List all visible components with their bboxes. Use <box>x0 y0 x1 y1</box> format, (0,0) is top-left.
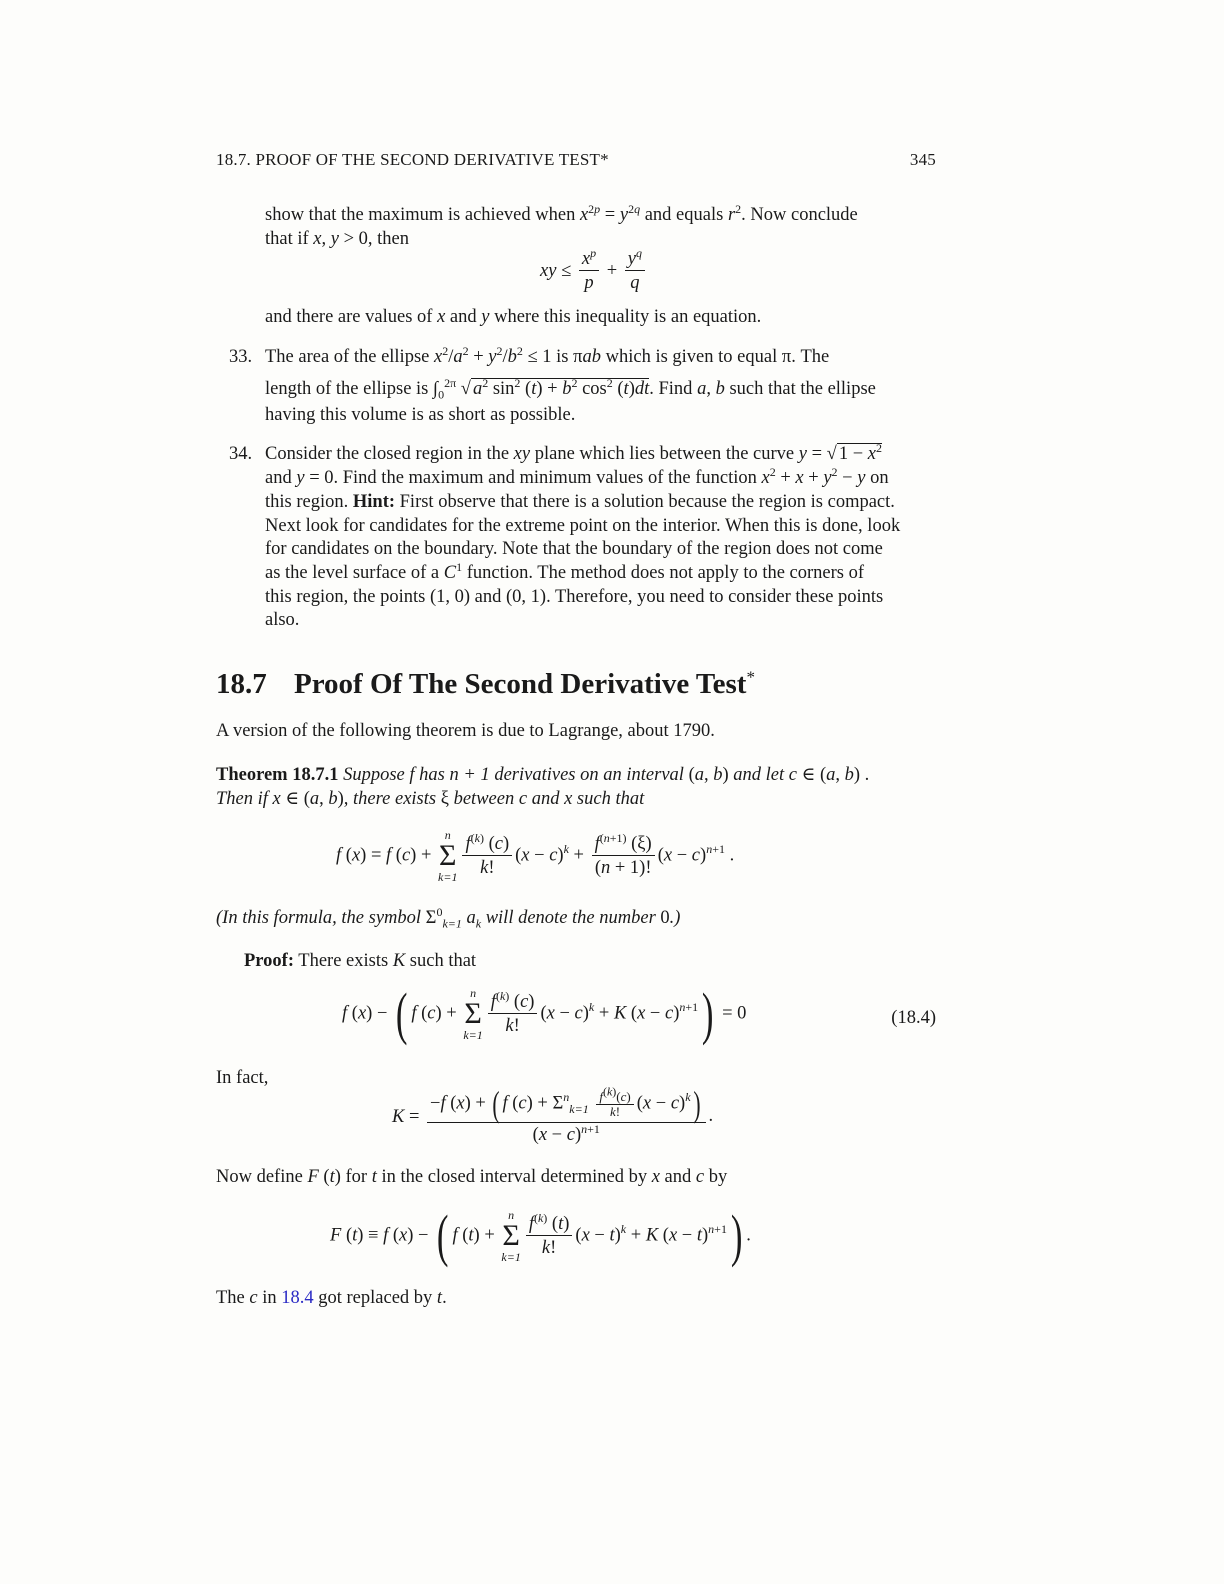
exercise-33-number: 33. <box>229 347 253 367</box>
exercise-34-line-3: this region. Hint: First observe that there is a solution because the region is compact. <box>265 492 895 512</box>
sum-convention-note: (In this formula, the symbol $\Sigma^0_{k=1}$ $a_k$ will denote the number 0.) <box>216 904 681 931</box>
exercise-34-line-5: for candidates on the boundary. Note that the boundary of the region does not come <box>265 539 883 559</box>
running-title: 18.7. PROOF OF THE SECOND DERIVATIVE TEST* <box>216 150 609 169</box>
exercise-33-line-1: The area of the ellipse $x^2/a^2 + y^2/b^2 \le 1$ is πab which is given to equal π. The <box>265 343 830 367</box>
define-line: Now define F (t) for t in the closed interval determined by x and c by <box>216 1167 728 1187</box>
exercise-34-number: 34. <box>229 444 253 464</box>
lagrange-sentence: A version of the following theorem is due to Lagrange, about 1790. <box>216 721 715 741</box>
section-heading: 18.7 Proof Of The Second Derivative Test* <box>216 667 755 700</box>
intro-line-2: that if x, y > 0, then <box>265 229 410 249</box>
exercise-34-line-2: and y = 0. Find the maximum and minimum values of the function $x^2 + x + y^2 - y$ on <box>265 464 889 488</box>
section-title: Proof Of The Second Derivative Test <box>294 668 747 700</box>
equation-reference-link[interactable]: 18.4 <box>281 1288 314 1308</box>
exercise-34-line-1: Consider the closed region in the xy plane which lies between the curve y = √ $1 - x^2$ <box>265 440 882 464</box>
k-formula: K = −f (x) + ( f $(c) + \Sigma^n_{k=1}$ $\frac{f^{(k)}(c)}{k!}$ $(x - c)^k$) $(x - c)^{n+1}$ . <box>392 1084 714 1145</box>
exercise-34-line-4: Next look for candidates for the extreme point on the interior. When this is done, look <box>265 516 901 536</box>
exercise-33-line-3: having this volume is as short as possible. <box>265 405 576 425</box>
hint-label: Hint: <box>352 492 396 512</box>
exercise-34-line-7: this region, the points (1, 0) and (0, 1). Therefore, you need to consider these points <box>265 587 884 607</box>
section-number: 18.7 <box>216 668 267 700</box>
taylor-formula: f (x) = f (c) + n Σ k=1 $\frac{f^{(k)} (c)}{k!}$ $(x - c)^k$ + $\frac{f^{(n+1)} (\xi)}{(n + 1)!}$ $(x - c)^{n+1}$ . <box>336 828 735 884</box>
theorem-line-2: Then if x ∈ (a, b), there exists ξ between c and x such that <box>216 789 645 809</box>
equation-18-4: f (x) − ( f (c) + n Σ k=1 $\frac{f^{(k)} (c)}{k!}$ $(x - c)^k + K$ $(x - c)^{n+1}) = 0$ (18.4) <box>342 981 936 1046</box>
running-header <box>216 148 936 172</box>
proof-label: Proof: <box>244 951 294 971</box>
in-fact-line: In fact, <box>216 1068 269 1088</box>
theorem-line-1: Theorem 18.7.1 Suppose f has n + 1 derivatives on an interval (a, b) and let c ∈ (a, b) . <box>216 765 870 785</box>
theorem-label: Theorem 18.7.1 <box>216 765 339 785</box>
page-number: 345 <box>909 150 936 169</box>
young-inequality: xy ≤ $\frac{x^p}{p}$ + $\frac{y^q}{q}$ <box>540 248 700 295</box>
final-line: The c in 18.4 got replaced by t. <box>216 1288 447 1308</box>
exercise-33-line-2: length of the ellipse is $\int_0^{2\pi}$ √ $a^2$ $\sin^2 (t) + b^2$ $\cos^2 (t)dt$. Find a, b such that the ellipse <box>265 375 876 402</box>
intro-line-1: show that the maximum is achieved when $x^{2p} = y^{2q}$ and equals $r^2$. Now conclude <box>265 201 858 225</box>
equation-number: (18.4) <box>891 1008 936 1028</box>
exercise-34-line-6: as the level surface of a $C^1$ function. The method does not apply to the corners of <box>265 559 865 583</box>
f-of-t-definition: F (t) ≡ f (x) − ( f (t) + n Σ k=1 $\frac{f^{(k)} (t)}{k!}$ $(x - t)^k + K$ $(x - t)^{n+1}$) . <box>330 1203 751 1268</box>
proof-line: Proof: There exists K such that <box>244 951 477 971</box>
exercise-34-line-8: also. <box>265 610 300 630</box>
intro-line-3: and there are values of x and y where this inequality is an equation. <box>265 307 762 327</box>
